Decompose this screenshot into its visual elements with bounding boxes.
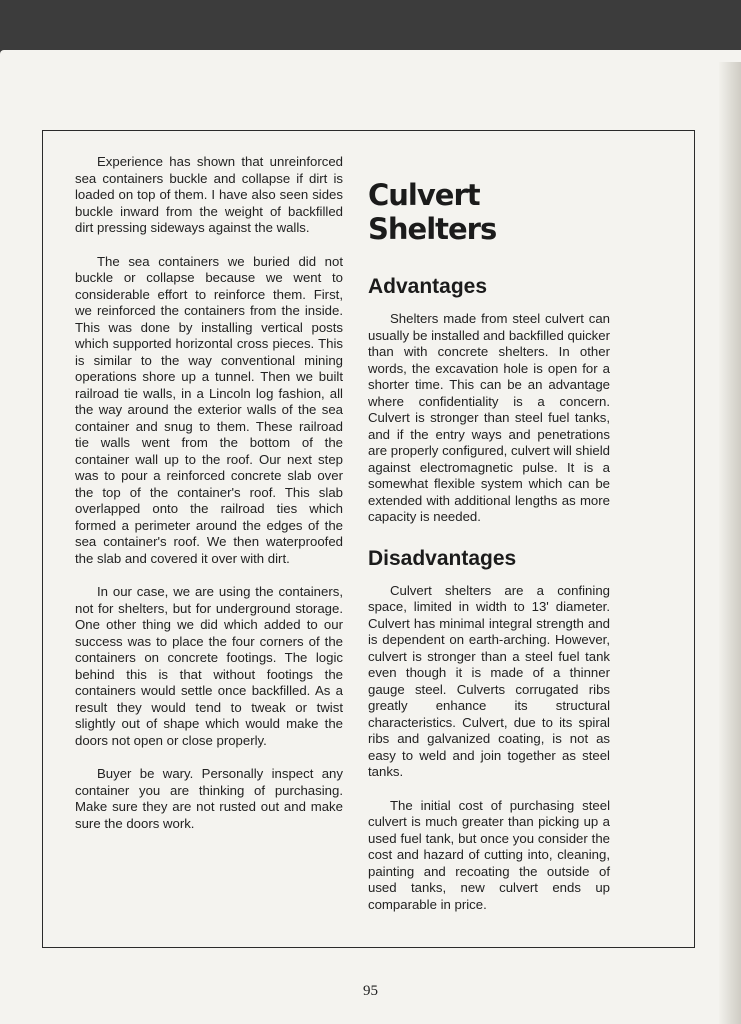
paragraph: In our case, we are using the containers, not for shelters, but for underground storage. One other thing we did which added to our success was to place the four corners of the containers on concrete footings. The logic behind this is that without footings the containers would settle once backfilled. As a result they would tend to tweak or twist slightly out of shape which would make the doors not open or close properly. (75, 584, 343, 748)
page-number: 95 (363, 983, 378, 999)
advantages-heading: Advantages (368, 275, 488, 298)
paragraph: Buyer be wary. Personally inspect any container you are thinking of purchasing. Make sure they are not rusted out and make sure the doors work. (75, 766, 343, 831)
paragraph: The initial cost of purchasing steel culvert is much greater than picking up a used fuel tank, but once you consider the cost and hazard of cutting into, cleaning, painting and recoating the outside of used tanks, new culvert ends up comparable in price. (368, 797, 610, 912)
paragraph: Shelters made from steel culvert can usually be installed and backfilled quicker than with concrete shelters. In other words, the excavation hole is open for a shorter time. This can be an advantage where confidentiality is a concern. Culvert is stronger than steel fuel tanks, and if the entry ways and penetrations are properly configured, culvert will shield against electromagnetic pulse. It is a somewhat flexible system which can be extended with additional lengths as more capacity is needed. (368, 311, 610, 524)
right-column (368, 178, 610, 930)
left-column (75, 154, 343, 849)
paragraph: The sea containers we buried did not buckle or collapse because we went to considerable effort to reinforce them. First, we reinforced the containers from the inside. This was done by installing vertical posts which supported horizontal cross pieces. This is similar to the way conventional mining operations shore up a tunnel. Then we built railroad tie walls, in a Lincoln log fashion, all the way around the exterior walls of the sea container and snug to them. These railroad tie walls went from the bottom of the container wall up to the roof. Our next step was to pour a reinforced concrete slab over the top of the container's roof. This slab overlapped onto the railroad ties which formed a perimeter around the edges of the sea container's roof. We then waterproofed the slab and covered it over with dirt. (75, 253, 343, 566)
disadvantages-heading: Disadvantages (368, 546, 517, 570)
page-edge-shadow (719, 62, 741, 1024)
paragraph: Culvert shelters are a confining space, limited in width to 13' diameter. Culvert has minimal integral strength and is dependent on earth-arching. However, culvert is stronger than a steel fuel tank even though it is made of a thinner gauge steel. Culverts corrugated ribs greatly enhance its structural characteristics. Culvert, due to its spiral ribs and galvanized coating, is not as easy to weld and join together as steel tanks. (368, 582, 610, 779)
section-title: Culvert Shelters (368, 178, 497, 246)
paragraph: Experience has shown that unreinforced sea containers buckle and collapse if dirt is loaded on top of them. I have also seen sides buckle inward from the weight of backfilled dirt pressing sideways against the walls. (75, 154, 343, 235)
